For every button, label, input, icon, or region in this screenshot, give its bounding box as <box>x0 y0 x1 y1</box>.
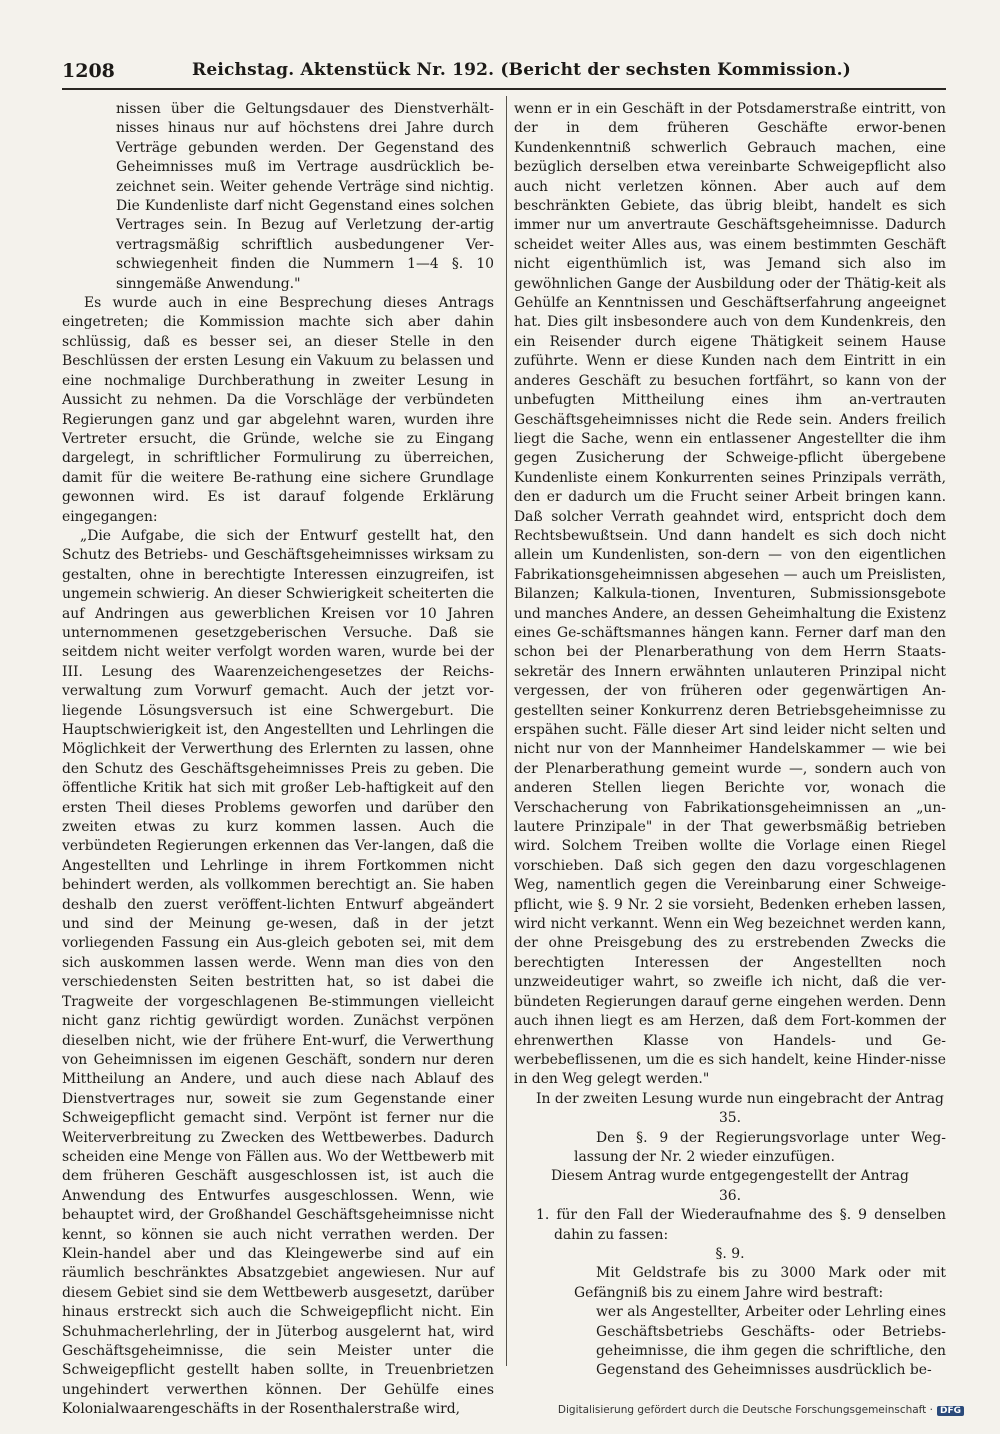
running-title: Reichstag. Aktenstück Nr. 192. (Bericht der sechsten Kommission.) <box>192 60 851 80</box>
paragraph: nissen über die Geltungsdauer des Dienstverhält-nisses hinaus nur auf höchstens drei Jahre durch Verträge gebunden werden. Der Gegenstand des Geheimnisses muß im Vertrage ausdrücklich be-zeichnet sein. Weiter gehende Verträge sind nichtig. Die Kundenliste darf nicht Gegenstand eines solchen Vertrages sein. In Bezug auf Verletzung der-artig vertragsmäßig schriftlich ausbedungener Ver-schwiegenheit finden die Nummern 1—4 §. 10 sinngemäße Anwendung." <box>116 101 494 292</box>
section-clause: wer als Angestellter, Arbeiter oder Lehrling eines Geschäftsbetriebs Geschäfts- oder Betriebs-geheimnisse, die ihm gegen die schriftliche, den Gegenstand des Geheimnisses ausdrücklich be- <box>596 1304 946 1379</box>
right-column <box>514 100 946 1381</box>
paragraph: „Die Aufgabe, die sich der Entwurf gestellt hat, den Schutz des Betriebs- und Geschäftsgeheimnisses wirksam zu gestalten, ohne in berechtigte Interessen einzugreifen, ist ungemein schwierig. An dieser Schwierigkeit scheiterten die auf Andringen aus gewerblichen Kreisen vor 10 Jahren unternommenen gesetzgeberischen Versuche. Daß sie seitdem nicht weiter verfolgt worden waren, wurde bei der III. Lesung des Waarenzeichengesetzes der Reichs-verwaltung zum Vorwurf gemacht. Auch der jetzt vor-liegende Lösungsversuch ist eine Schwergeburt. Die Hauptschwierigkeit ist, den Angestellten und Lehrlingen die Möglichkeit der Verwerthung des Erlernten zu lassen, ohne den Schutz des Geschäftsgeheimnisses Preis zu geben. Die öffentliche Kritik hat sich mit großer Leb-haftigkeit auf den ersten Theil dieses Problems geworfen und darüber den zweiten etwas zu kurz kommen lassen. Auch die verbündeten Regierungen erkennen das Ver-langen, daß die Angestellten und Lehrlinge in ihrem Fortkommen nicht behindert werden, als vollkommen berechtigt an. Sie haben deshalb den zuerst veröffent-lichten Entwurf abgeändert und sind der Meinung ge-wesen, daß in der jetzt vorliegenden Fassung ein Aus-gleich geboten sei, mit dem sich auskommen lassen werde. Wenn man dies von den verschiedensten Seiten bestritten hat, so ist dabei die Tragweite der vorgeschlagenen Be-stimmungen vielleicht nicht ganz richtig gewürdigt worden. Zunächst verpönen dieselben nicht, wie der frühere Ent-wurf, die Verwerthung von Geheimnissen im eigenen Geschäft, sondern nur deren Mittheilung an Andere, und auch diese nach Ablauf des Dienstvertrages nur, soweit sie zum Gegenstande einer Schweigepflicht gemacht sind. Verpönt ist ferner nur die Weiterverbreitung zu Zwecken des Wettbewerbes. Dadurch scheiden eine Menge von Fällen aus. Wo der Wettbewerb mit dem früheren Geschäft ausgeschlossen ist, ist auch die Anwendung des Entwurfes ausgeschlossen. Wenn, wie behauptet wird, der Großhandel Geschäftsgeheimnisse nicht kennt, so können sie auch nicht verrathen werden. Der Klein-handel aber und das Kleingewerbe sind auf ein räumlich beschränktes Absatzgebiet angewiesen. Nur auf diesem Gebiet sind sie dem Wettbewerb ausgesetzt, darüber hinaus erstreckt sich auch die Schweigepflicht nicht. Ein Schuhmacherlehrling, der in Jüterbog ausgelernt hat, wird Geschäftsgeheimnisse, die sein Meister unter die Schweigepflicht gestellt haben sollte, in Treuenbrietzen ungehindert verwerthen können. Der Gehülfe eines Kolonialwaarengeschäfts in der Rosenthalerstraße wird, <box>62 527 494 1418</box>
motion-number: 36. <box>718 1187 742 1204</box>
paragraph: wenn er in ein Geschäft in der Potsdamerstraße eintritt, von der in dem früheren Geschäfte erwor-benen Kundenkenntniß schwerlich Gebrauch machen, eine bezüglich derselben etwa vereinbarte Schweigepflicht also auch nicht verletzen können. Aber auch auf dem beschränkten Gebiete, das übrig bleibt, handelt es sich immer nur um anvertraute Geschäftsgeheimnisse. Dadurch scheidet weiter Alles aus, was einem bestimmten Geschäft nicht eigenthümlich ist, was Jemand sich also im gewöhnlichen Gange der Ausbildung oder der Thätig-keit als Gehülfe an Kenntnissen und Geschäftserfahrung angeeignet hat. Dies gilt insbesondere auch von dem Kundenkreis, den ein Reisender durch eigene Thätigkeit seinem Hause zuführte. Wenn er diese Kunden nach dem Eintritt in ein anderes Geschäft zu besuchen fortfährt, so kann von der unbefugten Mittheilung eines ihm an-vertrauten Geschäftsgeheimnisses nicht die Rede sein. Anders freilich liegt die Sache, wenn ein entlassener Angestellter die ihm gegen Zusicherung der Schweige-pflicht übergebene Kundenliste einem Konkurrenten seines Prinzipals verräth, den er dadurch um die Frucht seiner Arbeit bringen kann. Daß solcher Verrath geahndet wird, entspricht doch dem Rechtsbewußtsein. Und dann handelt es sich doch nicht allein um Kundenlisten, son-dern — von den eigentlichen Fabrikationsgeheimnissen abgesehen — auch um Preislisten, Bilanzen; Kalkula-tionen, Inventuren, Submissionsgebote und manches Andere, an dessen Geheimhaltung die Existenz eines Ge-schäftsmannes hängen kann. Ferner darf man den schon bei der Plenarberathung von dem Herrn Staats-sekretär des Innern erwähnten unlauteren Prinzipal nicht vergessen, der von früheren oder gegenwärtigen An-gestellten seiner Konkurrenz deren Betriebsgeheimnisse zu erspähen sucht. Fälle dieser Art sind leider nicht selten und nicht nur von der Mannheimer Handelskammer — wie bei der Plenarberathung gemeint wurde —, sondern auch von anderen Stellen liegen Berichte vor, wonach die Verschacherung von Fabrikationsgeheimnissen an „un-lautere Prinzipale" in der That gewerbsmäßig betrieben wird. Solchem Treiben wollte die Vorlage einen Riegel vorschieben. Daß sich gegen den dazu vorgeschlagenen Weg, namentlich gegen die Vereinbarung einer Schweige-pflicht, wie §. 9 Nr. 2 sie vorsieht, Bedenken erheben lassen, wird nicht verkannt. Wenn ein Weg bezeichnet werden kann, der ohne Preisgebung des zu erstrebenden Zwecks die berechtigten Interessen der Angestellten noch unzweideutiger wahrt, so zweifle ich nicht, daß die ver-bündeten Regierungen darauf gerne eingehen werden. Denn auch ihnen liegt es am Herzen, daß dem Fort-kommen der ehrenwerthen Klasse von Handels- und Ge-werbebeflissenen, um die es sich handelt, keine Hinder-nisse in den Weg gelegt werden." <box>514 101 946 1088</box>
left-column <box>62 100 494 1420</box>
section-heading: §. 9. <box>715 1245 745 1262</box>
motion-number: 35. <box>718 1110 742 1127</box>
page-number: 1208 <box>62 60 115 82</box>
paragraph: Es wurde auch in eine Besprechung dieses Antrags eingetreten; die Kommission machte sich aber dahin schlüssig, daß es besser sei, an dieser Stelle in den Beschlüssen der ersten Lesung ein Vakuum zu belassen und eine nochmalige Durchberathung in zweiter Lesung in Aussicht zu nehmen. Da die Vorschläge der verbündeten Regierungen ganz und gar abgelehnt waren, wurden ihre Vertreter ersucht, die Gründe, welche sie zu Eingang dargelegt, in schriftlicher Formulirung zu überreichen, damit für die weitere Be-rathung eine sichere Grundlage gewonnen wird. Es ist darauf folgende Erklärung eingegangen: <box>62 295 494 525</box>
dfg-logo: DFG <box>937 1406 964 1416</box>
credit-text: Digitalisierung gefördert durch die Deutsche Forschungsgemeinschaft · <box>557 1404 933 1416</box>
digitization-credit <box>558 1404 964 1418</box>
motion-item: 1. für den Fall der Wiederaufnahme des §. 9 denselben dahin zu fassen: <box>536 1207 946 1243</box>
section-text: Mit Geldstrafe bis zu 3000 Mark oder mit Gefängniß bis zu einem Jahre wird bestraft: <box>574 1265 946 1301</box>
paragraph: In der zweiten Lesung wurde nun eingebracht der Antrag <box>536 1090 944 1107</box>
header-rule <box>62 88 946 90</box>
page-header <box>62 58 946 86</box>
motion-text: Den §. 9 der Regierungsvorlage unter Weg-lassung der Nr. 2 wieder einzufügen. <box>574 1129 946 1165</box>
paragraph: Diesem Antrag wurde entgegengestellt der Antrag <box>551 1168 909 1185</box>
column-divider <box>506 96 507 1366</box>
